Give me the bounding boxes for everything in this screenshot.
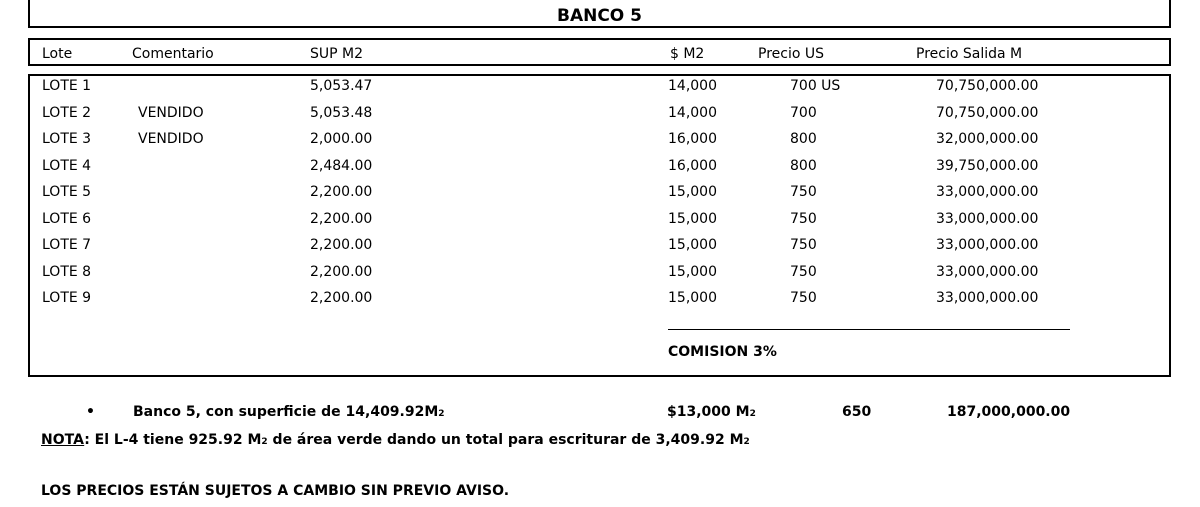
cell-sup-m2: 2,200.00 (310, 290, 373, 306)
cell-precio-salida: 70,750,000.00 (936, 104, 1039, 121)
cell-sup-m2: 2,200.00 (310, 237, 373, 253)
cell-precio-m2: 15,000 (668, 237, 717, 253)
page-title: BANCO 5 (556, 6, 643, 26)
cell-precio-us: 750 (790, 184, 817, 200)
cell-sup-m2: 2,000.00 (310, 131, 373, 147)
cell-precio-us: 750 (790, 290, 817, 306)
table-row (30, 103, 1169, 129)
cell-comentario: VENDIDO (138, 104, 204, 121)
header-precio-salida: Precio Salida M (916, 46, 1023, 62)
cell-precio-salida: 33,000,000.00 (936, 237, 1039, 253)
cell-precio-m2: 15,000 (668, 184, 717, 200)
nota-label: NOTA (41, 432, 85, 448)
table-row (30, 288, 1169, 314)
cell-precio-us: 750 (790, 263, 817, 280)
lots-table (28, 74, 1171, 377)
cell-precio-us: 750 (790, 237, 817, 253)
table-row (30, 209, 1169, 235)
comision-label: COMISION 3% (668, 344, 777, 360)
header-sup-m2: SUP M2 (310, 46, 364, 62)
summary-us: 650 (842, 404, 872, 420)
nota-sub-2: 2 (743, 437, 750, 447)
cell-lote: LOTE 9 (42, 290, 92, 306)
table-header (28, 38, 1171, 66)
nota-line (41, 432, 750, 448)
table-row (30, 129, 1169, 155)
cell-sup-m2: 5,053.47 (310, 78, 373, 94)
cell-precio-salida: 39,750,000.00 (936, 157, 1039, 174)
cell-precio-us: 750 (790, 210, 817, 227)
disclaimer: LOS PRECIOS ESTÁN SUJETOS A CAMBIO SIN PREVIO AVISO. (41, 483, 510, 499)
title-box (28, 0, 1171, 28)
cell-precio-m2: 14,000 (668, 104, 717, 121)
summary-price-sub: 2 (749, 409, 756, 419)
summary-price-main: $13,000 M (667, 404, 750, 420)
cell-precio-salida: 33,000,000.00 (936, 263, 1039, 280)
cell-precio-us: 800 (790, 131, 817, 147)
summary-text-sub: 2 (438, 409, 445, 419)
cell-lote: LOTE 3 (42, 131, 92, 147)
cell-precio-us: 800 (790, 157, 817, 174)
cell-lote: LOTE 8 (42, 263, 92, 280)
cell-sup-m2: 2,200.00 (310, 210, 373, 227)
cell-sup-m2: 2,200.00 (310, 184, 373, 200)
cell-precio-us: 700 (790, 104, 817, 121)
cell-precio-us: 700 US (790, 78, 841, 94)
summary-price (667, 404, 756, 420)
cell-lote: LOTE 7 (42, 237, 92, 253)
cell-lote: LOTE 4 (42, 157, 92, 174)
cell-precio-m2: 15,000 (668, 263, 717, 280)
nota-text-2: de área verde dando un total para escriturar de 3,409.92 M (267, 432, 744, 448)
table-row (30, 76, 1169, 102)
cell-precio-m2: 15,000 (668, 290, 717, 306)
summary-text-main: Banco 5, con superficie de 14,409.92M (133, 404, 439, 420)
table-row (30, 262, 1169, 288)
cell-precio-m2: 16,000 (668, 157, 717, 174)
table-row (30, 182, 1169, 208)
cell-lote: LOTE 5 (42, 184, 92, 200)
table-row (30, 235, 1169, 261)
cell-precio-salida: 33,000,000.00 (936, 290, 1039, 306)
bullet-icon: • (86, 404, 95, 420)
table-row (30, 156, 1169, 182)
cell-precio-m2: 15,000 (668, 210, 717, 227)
cell-sup-m2: 5,053.48 (310, 104, 373, 121)
header-precio-m2: $ M2 (670, 46, 705, 62)
summary-total: 187,000,000.00 (947, 404, 1071, 420)
header-comentario: Comentario (132, 46, 214, 62)
nota-sub-1: 2 (261, 437, 268, 447)
cell-lote: LOTE 1 (42, 78, 92, 94)
cell-precio-salida: 70,750,000.00 (936, 78, 1039, 94)
summary-text (133, 404, 445, 420)
cell-precio-salida: 32,000,000.00 (936, 131, 1039, 147)
nota-text: : El L-4 tiene 925.92 M (84, 432, 262, 448)
header-lote: Lote (42, 46, 73, 62)
cell-lote: LOTE 6 (42, 210, 92, 227)
cell-sup-m2: 2,200.00 (310, 263, 373, 280)
cell-comentario: VENDIDO (138, 131, 204, 147)
cell-sup-m2: 2,484.00 (310, 157, 373, 174)
cell-lote: LOTE 2 (42, 104, 92, 121)
cell-precio-m2: 14,000 (668, 78, 717, 94)
cell-precio-salida: 33,000,000.00 (936, 184, 1039, 200)
cell-precio-m2: 16,000 (668, 131, 717, 147)
cell-precio-salida: 33,000,000.00 (936, 210, 1039, 227)
header-precio-us: Precio US (758, 46, 824, 62)
total-divider-line (668, 329, 1070, 330)
